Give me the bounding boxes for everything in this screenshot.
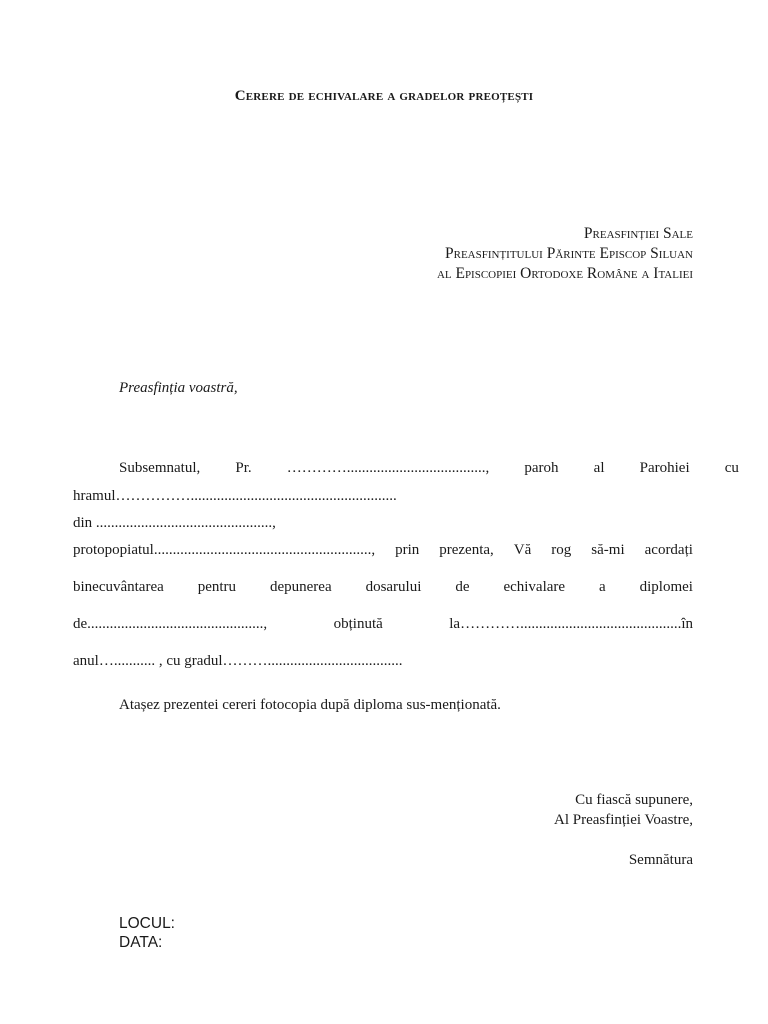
body-line-3: din ..............................................., [73, 515, 276, 531]
body-line-1: Subsemnatul, Pr. …………....................................., paroh al Parohiei cu [119, 460, 739, 476]
closing-block [554, 790, 693, 830]
body-line-6: de..............................................., obținută la…………...........................................în [73, 616, 693, 632]
body-line-2: hramul……………....................................................... [73, 488, 397, 504]
closing-line-1: Cu fiască supunere, [575, 792, 693, 808]
body-line-5: binecuvântarea pentru depunerea dosarului de echivalare a diplomei [73, 579, 693, 595]
date-label: DATA: [119, 934, 163, 951]
addressee-line-3: al Episcopiei Ortodoxe Române a Italiei [436, 265, 693, 282]
body-line-4: protopopiatul.........................................................., prin prezenta, Vă rog să-mi acordați [73, 542, 693, 558]
closing-line-2: Al Preasfinției Voastre, [553, 812, 693, 828]
document-title: Cerere de echivalare a gradelor preoțești [234, 88, 534, 104]
salutation: Preasfinția voastră, [119, 380, 238, 396]
addressee-block [437, 224, 693, 284]
addressee-line-1: Preasfinției Sale [583, 225, 693, 242]
attachment-note: Atașez prezentei cereri fotocopia după diploma sus-menționată. [119, 697, 501, 713]
footer-block [119, 914, 175, 952]
addressee-line-2: Preasfințitului Părinte Episcop Siluan [444, 245, 693, 262]
place-label: LOCUL: [119, 915, 175, 932]
body-line-7: anul…........... , cu gradul……….................................... [73, 653, 403, 669]
signature-label: Semnătura [628, 852, 693, 868]
